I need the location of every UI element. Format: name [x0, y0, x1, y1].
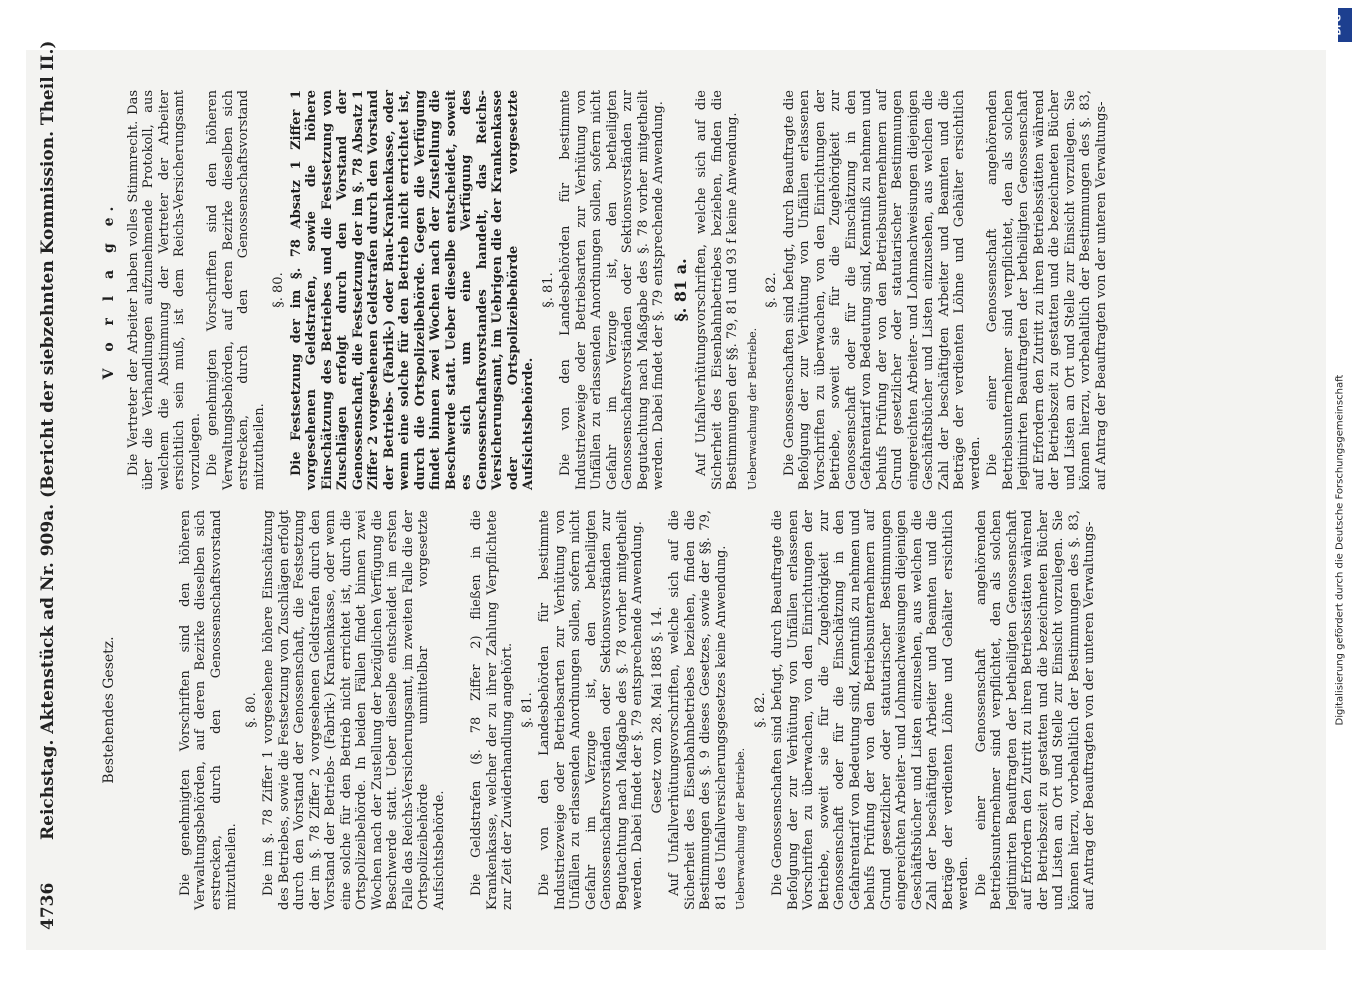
left-paragraph-2: Die im §. 78 Ziffer 1 vorgesehene höhere Einschätzung des Betriebes, sowie die Festsetzung von Zuschlägen erfolgt durch den Vorstand der Genossenschaft, die Festsetzung der im §. 78 Ziffer 2 vorgesehenen Geldstrafen durch den Vorstand der Betriebs- (Fabrik-) Krankenkasse, oder wenn eine solche für den Betrieb nicht errichtet ist, durch die Ortspolizeibehörde. In beiden Fällen findet binnen zwei Wochen nach der Zustellung der bezüglichen Verfügung die Beschwerde statt. Ueber dieselbe entscheidet im ersten Falle das Reichs-Versicherungsamt, im zweiten Falle die der Ortspolizeibehörde unmittelbar vorgesetzte Aufsichtsbehörde.	[261, 510, 447, 910]
left-paragraph-6: Die Genossenschaften sind befugt, durch Beauftragte die Befolgung der zur Verhütung von Unfällen erlassenen Vorschriften zu überwachen, von den Einrichtungen der Betriebe, soweit sie für die Zugehörigkeit zur Genossenschaft oder für die Einschätzung in den Gefahrentarif von Bedeutung sind, Kenntniß zu nehmen und behufs Prüfung der von den Betriebsunternehmern auf Grund gesetzlicher oder statutarischer Bestimmungen eingereichten Arbeiter- und Lohnnachweisungen diejenigen Geschäftsbücher und Listen einzusehen, aus welchen die Zahl der beschäftigten Arbeiter und Beamten und die Beträge der verdienten Löhne und Gehälter ersichtlich werden.	[770, 510, 971, 910]
right-section-81a: §. 81 a.	[670, 258, 690, 322]
left-paragraph-7: Die einer Genossenschaft angehörenden Betriebsunternehmer sind verpflichtet, den als solchen legitimirten Beauftragten der betheiligten Genossenschaft auf Erfordern den Zutritt zu ihren Betriebsstätten während der Betriebszeit zu gestatten und die bezeichneten Bücher und Listen an Ort und Stelle zur Einsicht vorzulegen. Sie können hierzu, vorbehaltlich der Bestimmungen des §. 83, auf Antrag der Beauftragten von der unteren Verwaltungs-	[973, 510, 1097, 910]
right-paragraph-4: Die von den Landesbehörden für bestimmte Industriezweige oder Betriebsarten zur Verhütung von Unfällen zu erlassenden Anordnungen sollen, sofern nicht Gefahr im Verzuge ist, den betheiligten Genossenschaftsvorständen oder Sektionsvorständen zur Begutachtung nach Maßgabe des §. 78 vorher mitgetheilt werden. Dabei findet der §. 79 entsprechende Anwendung.	[558, 90, 666, 490]
dfg-logo-text: DFG	[1333, 14, 1344, 36]
digitization-credit-text: Digitalisierung gefördert durch die Deutsche Forschungsgemeinschaft	[1334, 374, 1346, 726]
right-paragraph-6: Die Genossenschaften sind befugt, durch Beauftragte die Befolgung der zur Verhütung von Unfällen erlassenen Vorschriften zu überwachen, von den Einrichtungen der Betriebe, soweit sie für die Zugehörigkeit zur Genossenschaft oder für die Einschätzung in den Gefahrentarif von Bedeutung sind, Kenntniß zu nehmen und behufs Prüfung der von den Betriebsunternehmern auf Grund gesetzlicher oder statutarischer Bestimmungen eingereichten Arbeiter- und Lohnnachweisungen diejenigen Geschäftsbücher und Listen einzusehen, aus welchen die Zahl der beschäftigten Arbeiter und Beamten und die Beträge der verdienten Löhne und Gehälter ersichtlich werden.	[781, 90, 983, 490]
left-law-reference: Gesetz vom 28. Mai 1885 §. 14.	[649, 606, 665, 814]
right-section-81: §. 81.	[540, 272, 556, 308]
page-number: 4736	[38, 882, 58, 930]
left-column-existing-law	[96, 510, 1100, 910]
right-section-80: §. 80.	[271, 272, 286, 308]
right-section-82: §. 82.	[764, 272, 779, 308]
header-title: Reichstag. Aktenstück ad Nr. 909a. (Bericht der siebzehnten Kommission. Theil II.)	[38, 40, 58, 840]
right-paragraph-5: Auf Unfallverhütungsvorschriften, welche sich auf die Sicherheit des Eisenbahnbetriebes beziehen, finden die Bestimmungen der §§. 79, 81 und 93 f keine Anwendung.	[694, 90, 740, 490]
right-paragraph-2: Die genehmigten Vorschriften sind den höheren Verwaltungsbehörden, auf deren Bezirke dieselben sich erstrecken, durch den Genossenschaftsvorstand mitzutheilen.	[205, 90, 267, 490]
left-subheading: Ueberwachung der Betriebe.	[734, 747, 747, 910]
left-paragraph-4: Die von den Landesbehörden für bestimmte Industriezweige oder Betriebsarten zur Verhütung von Unfällen zu erlassenden Anordnungen sollen, sofern nicht Gefahr im Verzuge ist, den betheiligten Genossenschaftsvorständen oder Sektionsvorständen zur Begutachtung nach Maßgabe des §. 78 vorher mitgetheilt werden. Dabei findet der §. 79 entsprechende Anwendung.	[537, 510, 645, 910]
digitization-credit	[1330, 0, 1352, 1000]
left-section-80: §. 80.	[243, 692, 259, 728]
right-paragraph-1: Die Vertreter der Arbeiter haben volles Stimmrecht. Das über die Verhandlungen aufzunehmende Protokoll, aus welchem die Abstimmung der Vertreter der Arbeiter ersichtlich sein muß, ist dem Reichs-Versicherungsamt vorzulegen.	[125, 90, 203, 490]
left-section-81: §. 81.	[519, 692, 535, 728]
page-header	[38, 40, 78, 930]
right-paragraph-3: Die Festsetzung der im §. 78 Absatz 1 Ziffer 1 vorgesehenen Geldstrafen, sowie die höhere Einschätzung des Betriebes und die Festsetzung von Zuschlägen erfolgt durch den Vorstand der Genossenschaft, die Festsetzung der im §. 78 Absatz 1 Ziffer 2 vorgesehenen Geldstrafen durch den Vorstand der Betriebs- (Fabrik-) oder Bau-Krankenkasse, oder wenn eine solche für den Betrieb nicht errichtet ist, durch die Ortspolizeibehörde. Gegen die Verfügung findet binnen zwei Wochen nach der Zustellung die Beschwerde statt. Ueber dieselbe entscheidet, soweit es sich um eine Verfügung des Genossenschaftsvorstandes handelt, das Reichs-Versicherungsamt, im Uebrigen die der Krankenkasse oder Ortspolizeibehörde vorgesetzte Aufsichtsbehörde.	[288, 90, 536, 490]
right-column-heading: V o r l a g e.	[101, 200, 117, 380]
rotated-document-sheet	[26, 40, 1326, 950]
left-section-82: §. 82.	[752, 692, 768, 728]
left-paragraph-3: Die Geldstrafen (§. 78 Ziffer 2) fließen in die Krankenkasse, welcher der zu ihrer Zahlung Verpflichtete zur Zeit der Zuwiderhandlung angehört.	[469, 510, 515, 910]
left-column-heading: Bestehendes Gesetz.	[101, 636, 117, 784]
left-paragraph-1: Die genehmigten Vorschriften sind den höheren Verwaltungsbehörden, auf deren Bezirke dieselben sich erstrecken, durch den Genossenschaftsvorstand mitzutheilen.	[177, 510, 239, 910]
left-paragraph-5: Auf Unfallverhütungsvorschriften, welche sich auf die Sicherheit des Eisenbahnbetriebes beziehen, finden die Bestimmungen des §. 9 dieses Gesetzes, sowie der §§. 79, 81 des Unfallversicherungsgesetzes keine Anwendung.	[667, 510, 729, 910]
right-paragraph-7: Die einer Genossenschaft angehörenden Betriebsunternehmer sind verpflichtet, den als solchen legitimirten Beauftragten der betheiligten Genossenschaft auf Erfordern den Zutritt zu ihren Betriebsstätten während der Betriebszeit zu gestatten und die bezeichneten Bücher und Listen an Ort und Stelle zur Einsicht vorzulegen. Sie können hierzu, vorbehaltlich der Bestimmungen des §. 83, auf Antrag der Beauftragten von der unteren Verwaltungs-	[985, 90, 1109, 490]
right-subheading: Ueberwachung der Betriebe.	[745, 327, 759, 490]
right-column-proposal	[96, 90, 1111, 490]
